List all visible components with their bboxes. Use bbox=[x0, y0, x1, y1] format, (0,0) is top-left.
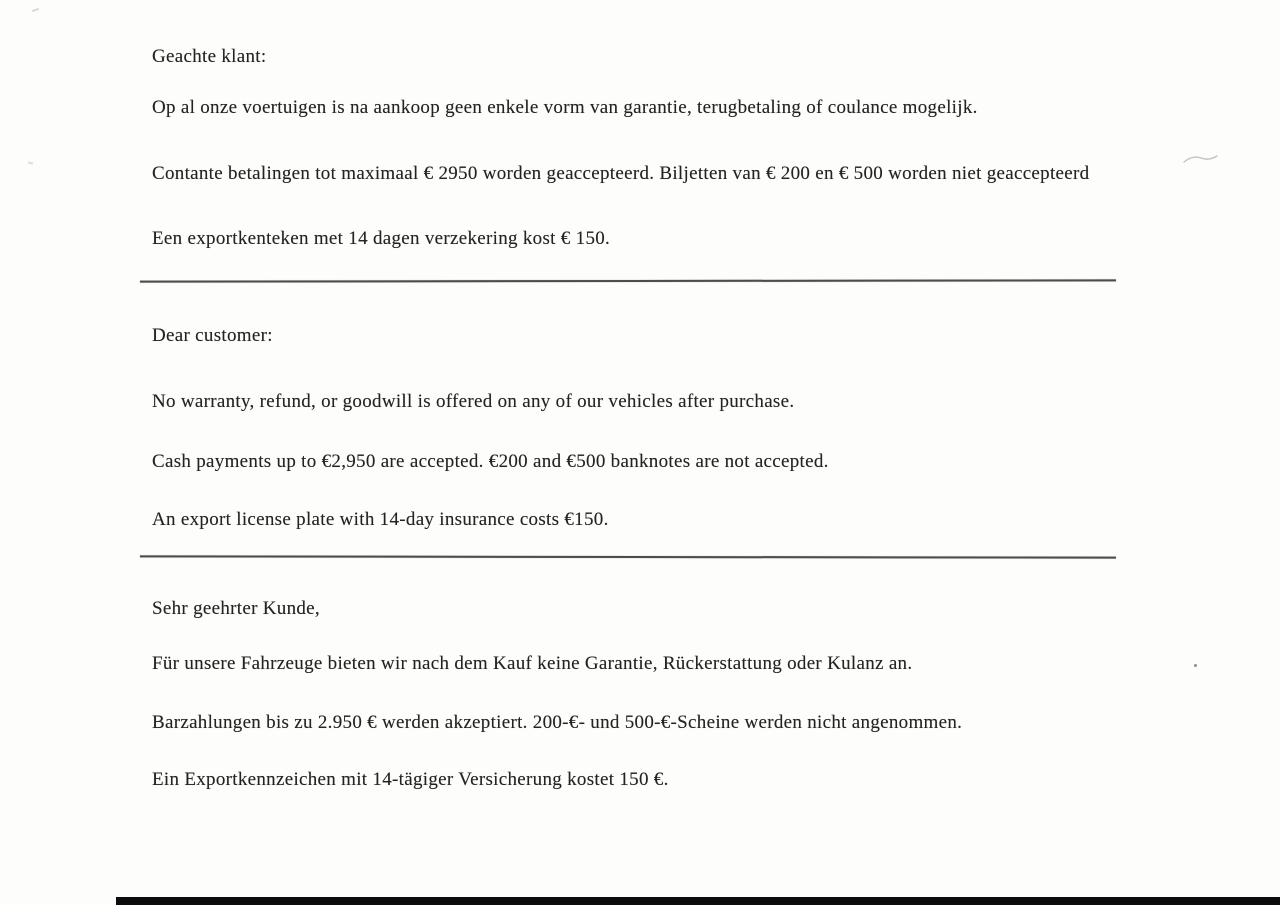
scan-speck-artifact bbox=[28, 161, 33, 164]
dutch-export-plate-line: Een exportkenteken met 14 dagen verzekering kost € 150. bbox=[152, 228, 611, 249]
scan-speck-artifact bbox=[32, 8, 39, 12]
dutch-warranty-line: Op al onze voertuigen is na aankoop geen enkele vorm van garantie, terugbetaling of coulance mogelijk. bbox=[152, 97, 978, 118]
german-warranty-line: Für unsere Fahrzeuge bieten wir nach dem Kauf keine Garantie, Rückerstattung oder Kulanz an. bbox=[152, 653, 913, 674]
section-divider bbox=[140, 555, 1116, 558]
ink-dot-artifact bbox=[1194, 664, 1197, 667]
german-greeting: Sehr geehrter Kunde, bbox=[152, 598, 320, 619]
section-divider bbox=[140, 279, 1116, 282]
english-warranty-line: No warranty, refund, or goodwill is offered on any of our vehicles after purchase. bbox=[152, 391, 795, 412]
english-cash-payment-line: Cash payments up to €2,950 are accepted. €200 and €500 banknotes are not accepted. bbox=[152, 451, 829, 472]
scanner-edge-bar bbox=[116, 897, 1280, 905]
english-export-plate-line: An export license plate with 14-day insurance costs €150. bbox=[152, 509, 609, 530]
english-greeting: Dear customer: bbox=[152, 325, 273, 346]
dutch-greeting: Geachte klant: bbox=[152, 46, 267, 67]
dutch-cash-payment-line: Contante betalingen tot maximaal € 2950 worden geaccepteerd. Biljetten van € 200 en € 500 worden niet geaccepteerd bbox=[152, 163, 1090, 184]
german-cash-payment-line: Barzahlungen bis zu 2.950 € werden akzeptiert. 200-€- und 500-€-Scheine werden nicht angenommen. bbox=[152, 712, 963, 733]
pencil-squiggle-mark bbox=[1182, 152, 1220, 166]
german-export-plate-line: Ein Exportkennzeichen mit 14-tägiger Versicherung kostet 150 €. bbox=[152, 769, 669, 790]
